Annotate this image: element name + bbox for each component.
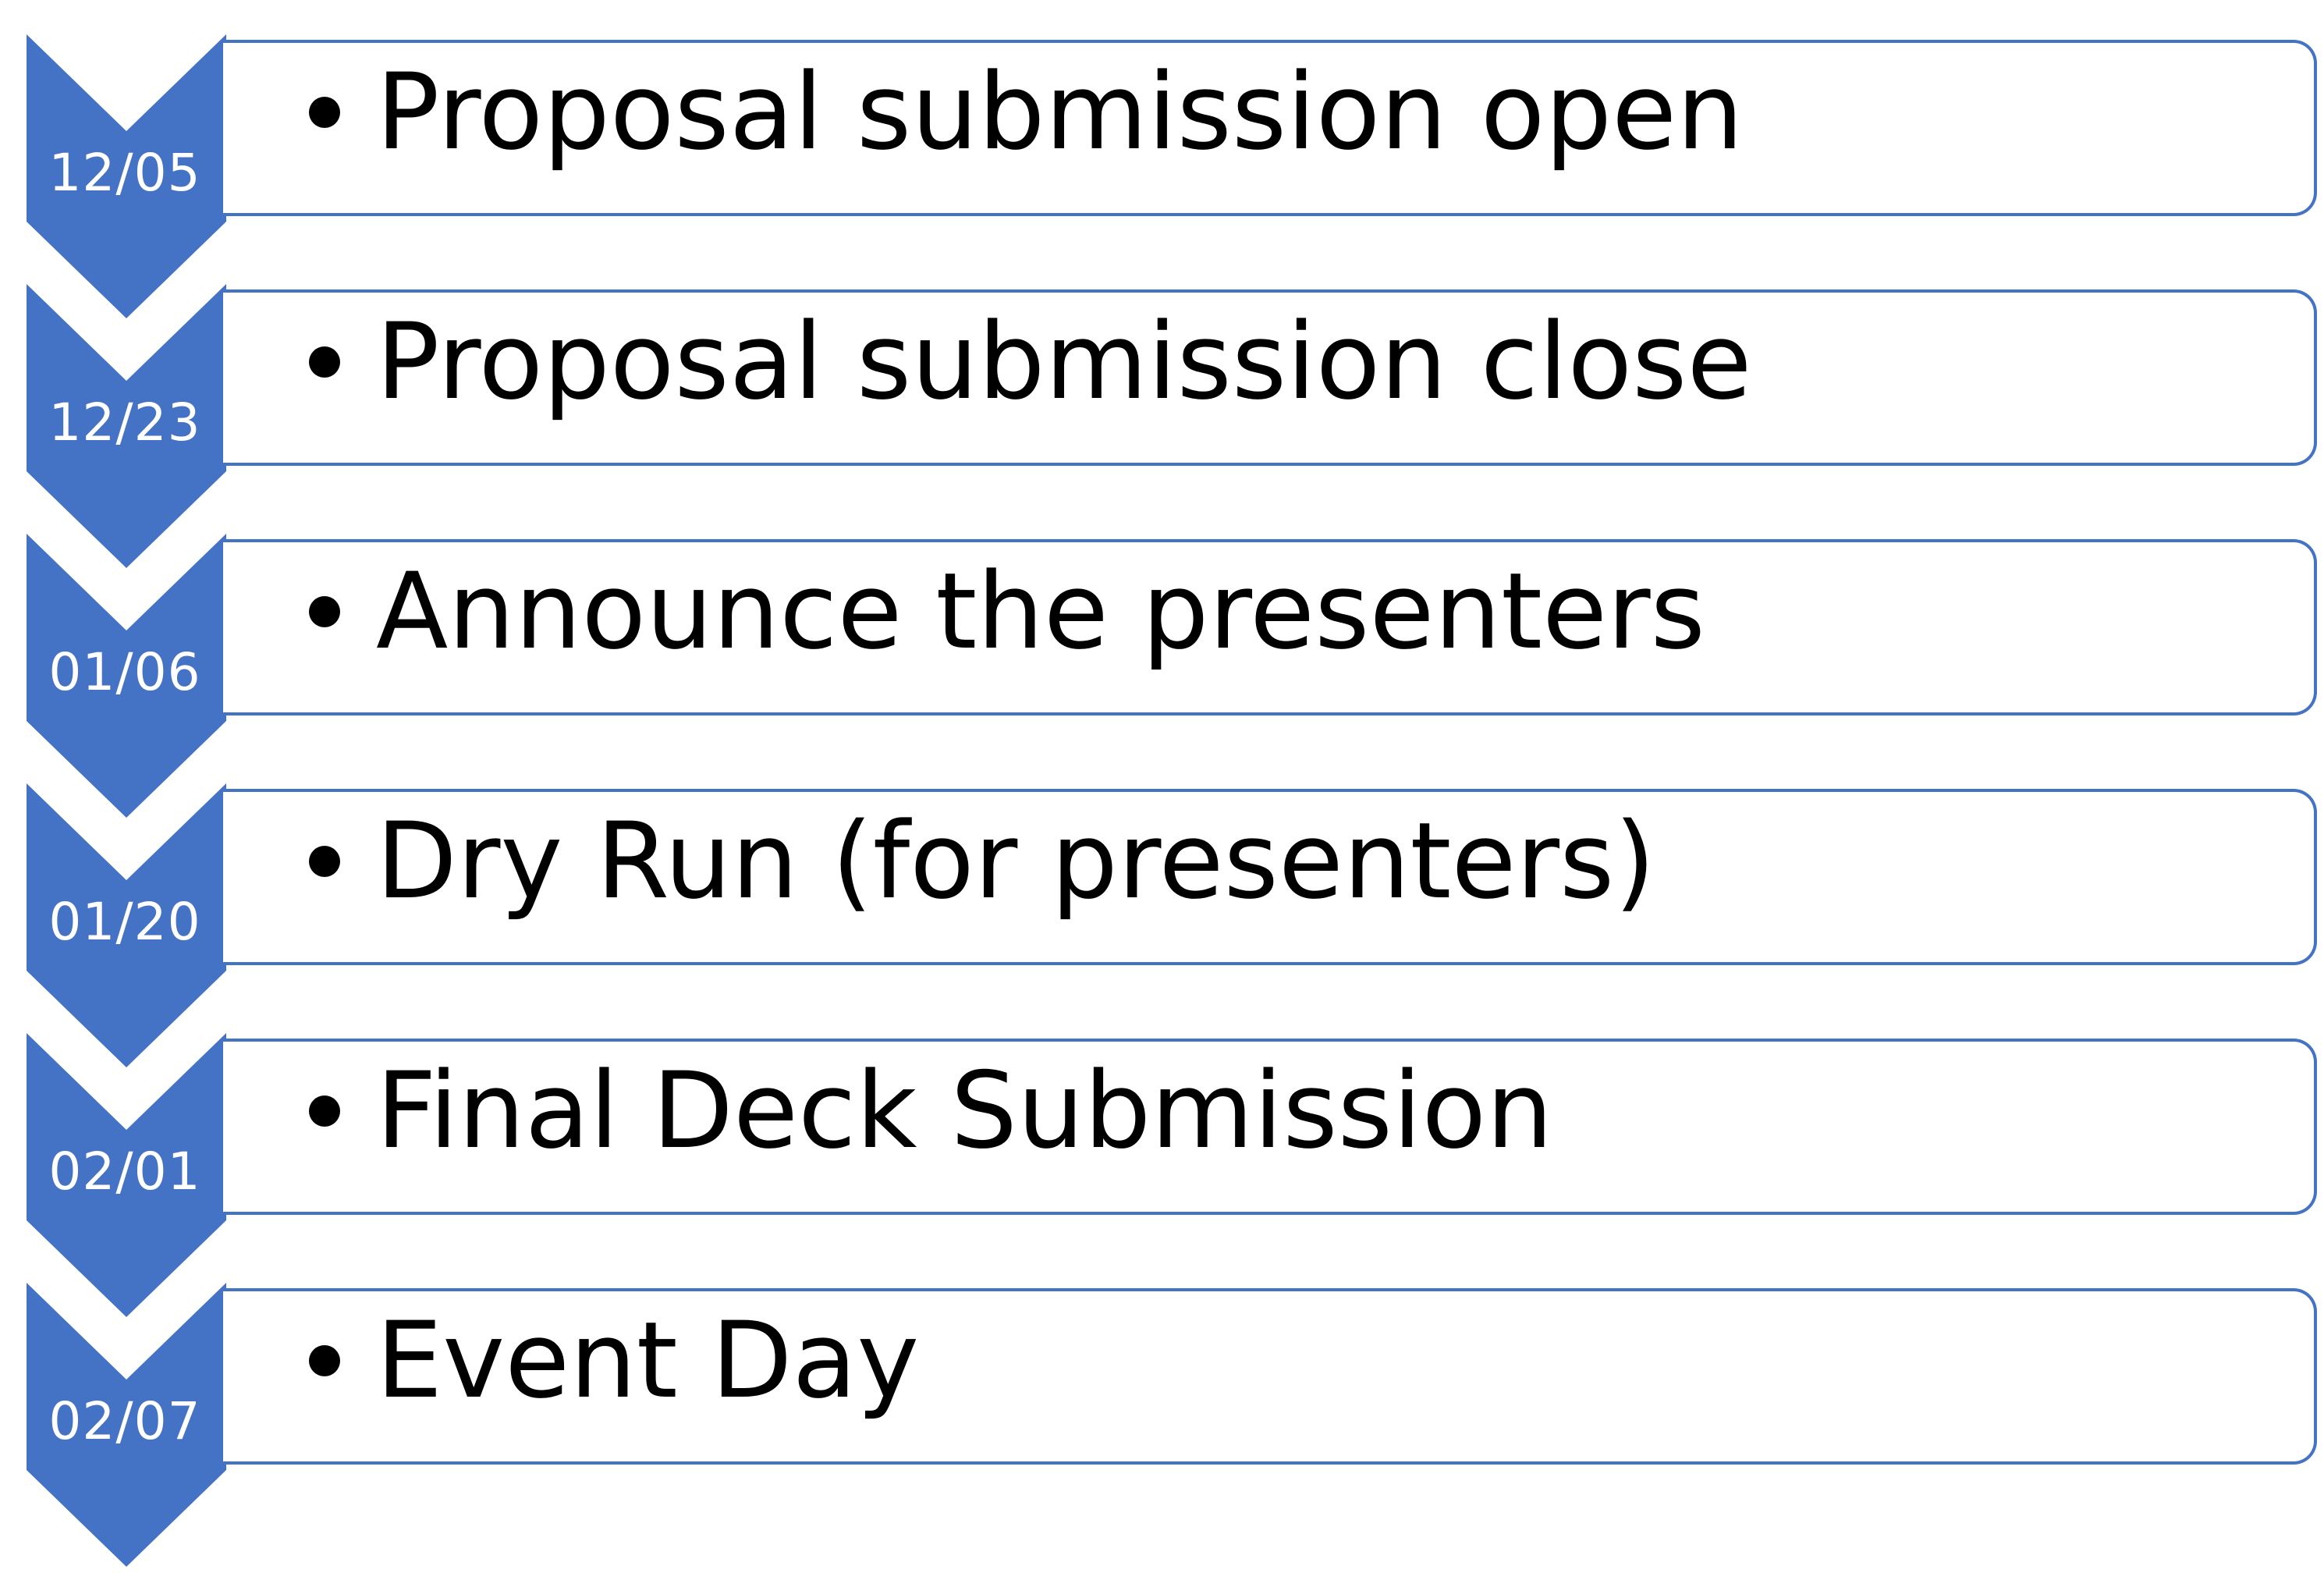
step-date: 12/05	[48, 143, 201, 203]
step-card	[223, 1039, 2317, 1215]
bullet-icon	[309, 846, 340, 877]
bullet-icon	[309, 1345, 340, 1376]
step-label: Proposal submission open	[376, 51, 1744, 173]
step-card	[223, 789, 2317, 965]
step-card	[223, 1288, 2317, 1465]
step-date: 02/01	[48, 1142, 201, 1202]
step-card	[223, 539, 2317, 715]
step-label: Announce the presenters	[376, 550, 1705, 673]
step-date: 02/07	[48, 1391, 201, 1451]
bullet-icon	[309, 346, 340, 378]
step-label: Event Day	[376, 1299, 920, 1422]
step-date: 12/23	[48, 392, 201, 453]
bullet-icon	[309, 97, 340, 128]
bullet-icon	[309, 1095, 340, 1127]
step-date: 01/06	[48, 642, 201, 702]
step-card	[223, 289, 2317, 466]
step-date: 01/20	[48, 892, 201, 952]
step-label: Dry Run (for presenters)	[376, 800, 1655, 922]
bullet-icon	[309, 596, 340, 627]
step-label: Proposal submission close	[376, 300, 1752, 423]
step-label: Final Deck Submission	[376, 1049, 1553, 1172]
step-card	[223, 40, 2317, 216]
